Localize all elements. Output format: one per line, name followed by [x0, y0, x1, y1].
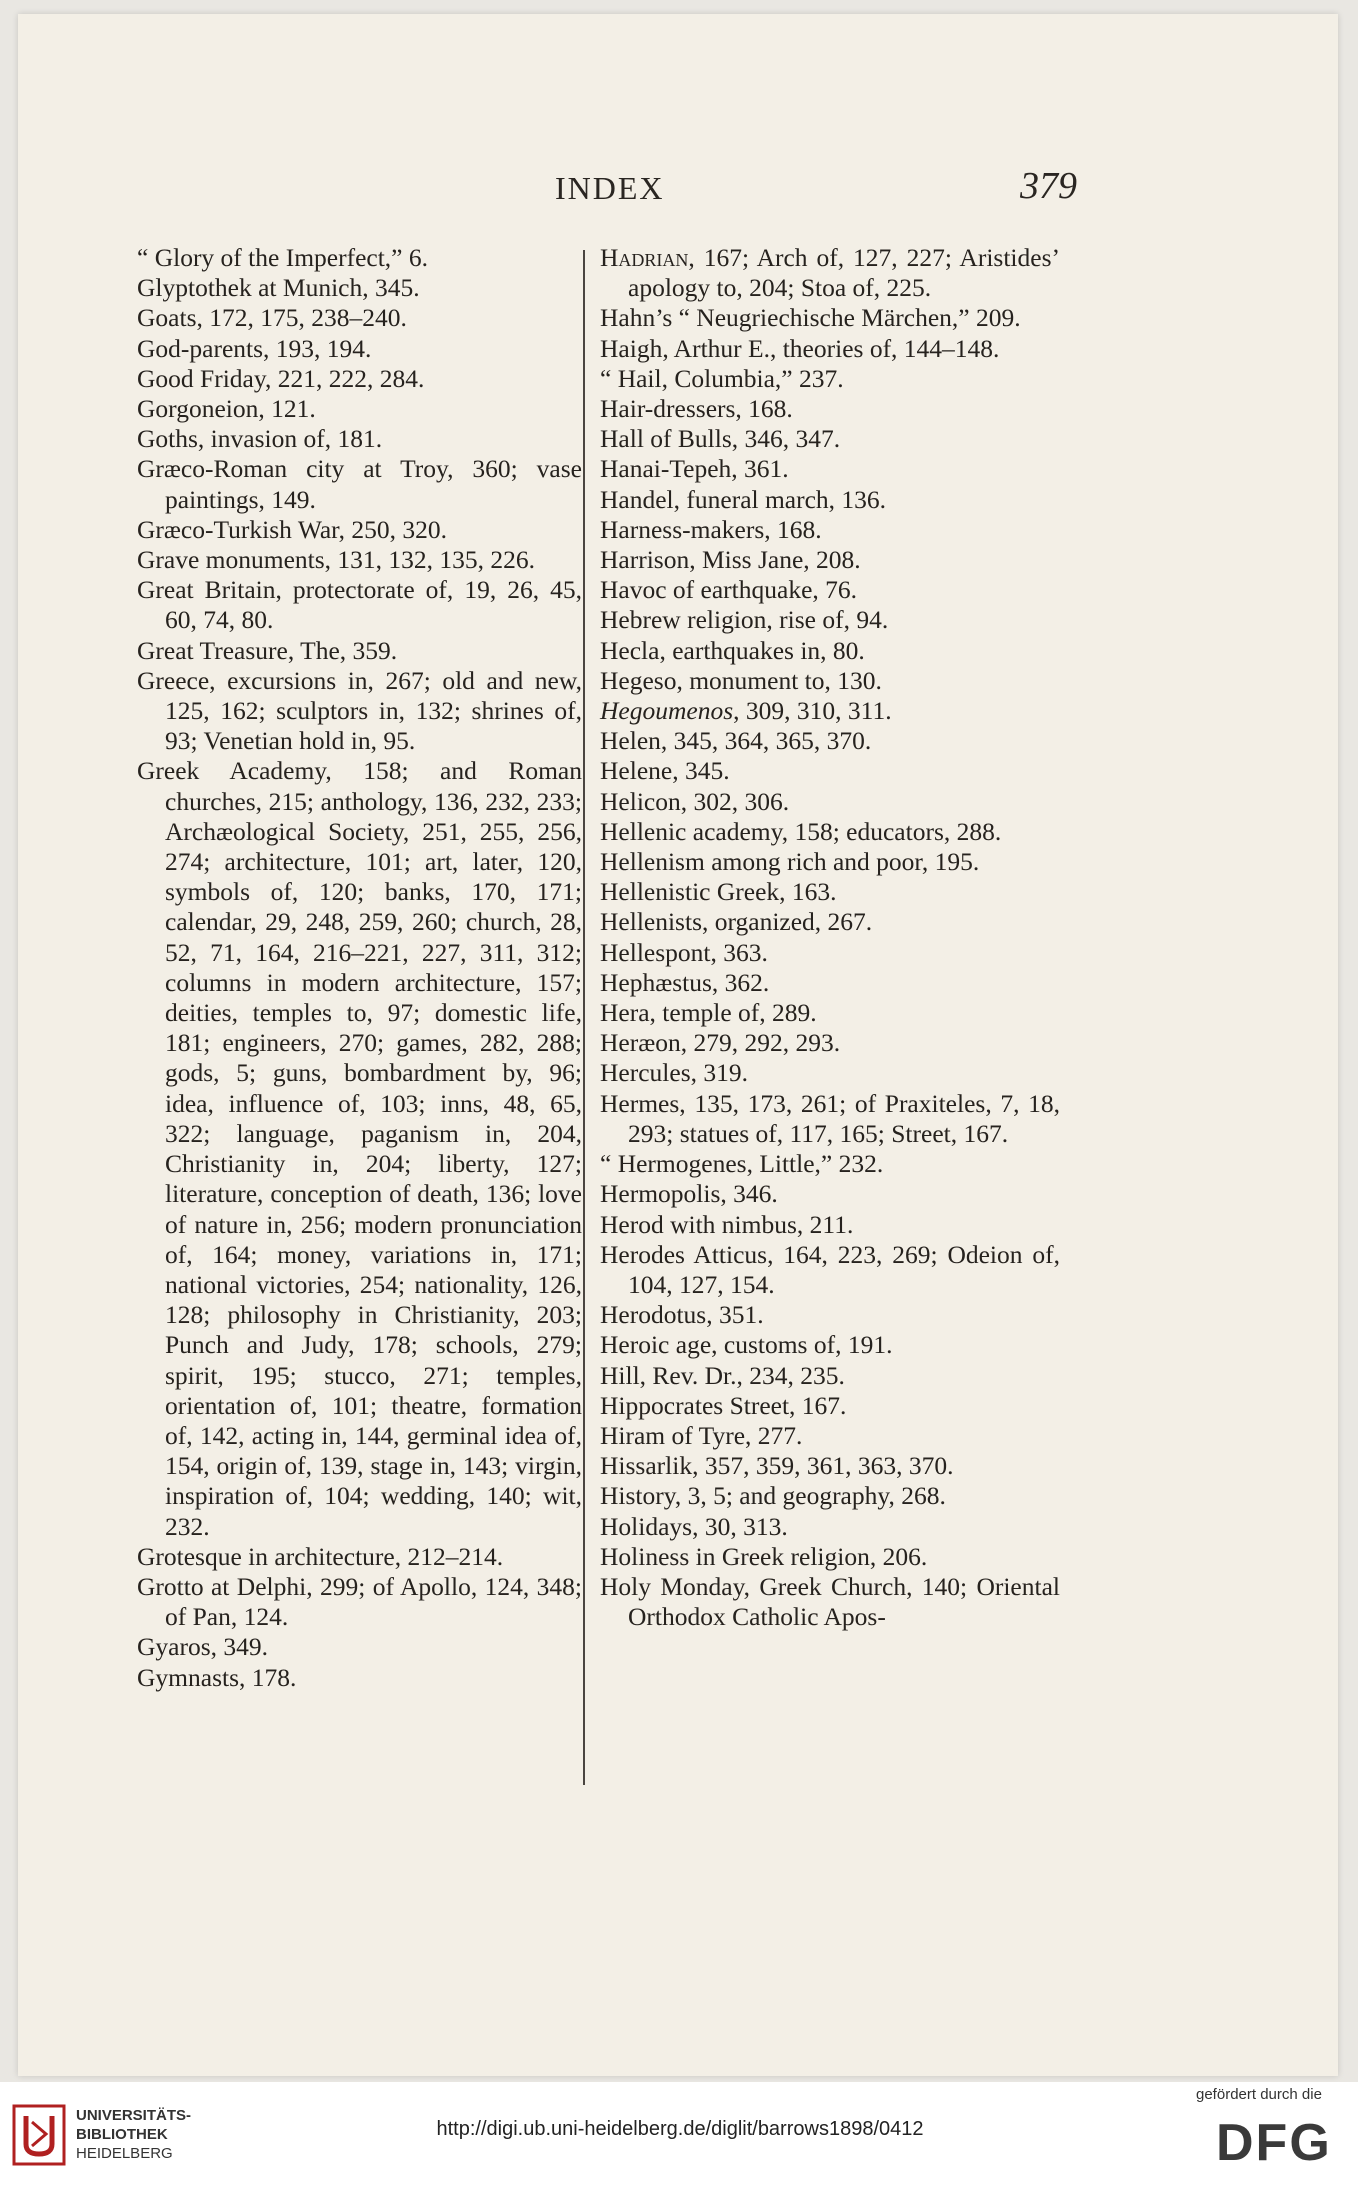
- index-entry: [600, 515, 1060, 545]
- index-entry-text: Herodotus, 351.: [600, 1300, 764, 1330]
- dfg-logo-icon: [1212, 2112, 1342, 2168]
- index-entry-text: Hissarlik, 357, 359, 361, 363, 370.: [600, 1451, 954, 1481]
- index-entry-text: Hiram of Tyre, 277.: [600, 1420, 803, 1450]
- index-entry: [600, 1028, 1060, 1058]
- index-entry: Grotesque in architecture, 212–214.: [137, 1541, 504, 1571]
- index-entry: [600, 817, 1060, 847]
- index-entry: [600, 1300, 1060, 1330]
- source-url-link[interactable]: http://digi.ub.uni-heidelberg.de/diglit/barrows1898/0412: [436, 2118, 924, 2140]
- index-entry: [600, 636, 1060, 666]
- index-entry-text: History, 3, 5; and geography, 268.: [600, 1481, 946, 1511]
- index-entry-text: Hellespont, 363.: [600, 937, 768, 967]
- index-entry-text: Hera, temple of, 289.: [600, 998, 817, 1028]
- index-entry: Greek Academy, 158; and Roman churches, 215; anthology, 136, 232, 233; Archæological Society, 251, 255, 256, 274; architecture, 101; art, later, 120, symbols of, 120; banks, 170, 171; calendar, 29, 248, 259, 260; church, 28, 52, 71, 164, 216–221, 227, 311, 312; columns in modern architecture, 157; deities, temples to, 97; domestic life, 181; engineers, 270; games, 282, 288; gods, 5; guns, bombardment by, 96; idea, influence of, 103; inns, 48, 65, 322; language, paganism in, 204, Christianity in, 204; liberty, 127; literature, conception of death, 136; love of nature in, 256; modern pronunciation of, 164; money, variations in, 171; national victories, 254; nationality, 126, 128; philosophy in Christianity, 203; Punch and Judy, 178; schools, 279; spirit, 195; stucco, 271; temples, orientation of, 101; theatre, formation of, 142, acting in, 144, germinal idea of, 154, origin of, 139, stage in, 143; virgin, inspiration of, 104; wedding, 140; wit, 232.: [137, 756, 582, 1541]
- index-entry-text: Havoc of earthquake, 76.: [600, 575, 858, 605]
- index-entry: Glyptothek at Munich, 345.: [137, 273, 420, 303]
- column-divider: [583, 250, 585, 1785]
- index-entry: [600, 545, 1060, 575]
- index-entry: Greece, excursions in, 267; old and new, 125, 162; sculptors in, 132; shrines of, 93; Venetian hold in, 95.: [137, 665, 582, 756]
- index-column-left: [137, 243, 582, 1693]
- index-entry-text: Helicon, 302, 306.: [600, 786, 790, 816]
- index-entry: Great Britain, protectorate of, 19, 26, 45, 60, 74, 80.: [137, 575, 582, 635]
- index-entry: Great Treasure, The, 359.: [137, 635, 398, 665]
- index-entry-text: Haigh, Arthur E., theories of, 144–148.: [600, 333, 1000, 363]
- index-entry-text: “ Hail, Columbia,” 237.: [600, 363, 844, 393]
- index-entry: Goths, invasion of, 181.: [137, 424, 383, 454]
- index-entry-text: Hippocrates Street, 167.: [600, 1390, 847, 1420]
- index-entry-text: Holiness in Greek religion, 206.: [600, 1541, 928, 1571]
- index-entry: [600, 847, 1060, 877]
- index-entry: [600, 303, 1060, 333]
- index-entry-text: Holy Monday, Greek Church, 140; Oriental Orthodox Catholic Apos-: [600, 1571, 1060, 1632]
- index-entry: [600, 1572, 1060, 1632]
- index-entry-text: Helen, 345, 364, 365, 370.: [600, 726, 872, 756]
- index-entry: [600, 1210, 1060, 1240]
- library-name: [76, 2106, 191, 2163]
- index-entry: [600, 1089, 1060, 1149]
- index-entry: [600, 1542, 1060, 1572]
- index-entry-text: Hair-dressers, 168.: [600, 394, 793, 424]
- index-entry: [600, 1179, 1060, 1209]
- index-entry: [600, 1058, 1060, 1088]
- index-entry-text: Hall of Bulls, 346, 347.: [600, 424, 841, 454]
- index-entry-text: Hermopolis, 346.: [600, 1179, 778, 1209]
- index-entry: [600, 938, 1060, 968]
- index-entry-text: Herodes Atticus, 164, 223, 269; Odeion of, 104, 127, 154.: [600, 1239, 1060, 1299]
- index-entry-text: Hecla, earthquakes in, 80.: [600, 635, 865, 665]
- index-entry-heading: Hadrian: [600, 243, 689, 272]
- index-entry: Good Friday, 221, 222, 284.: [137, 363, 425, 393]
- index-entry-text: Hellenists, organized, 267.: [600, 907, 873, 937]
- index-entry-text: , 167; Arch of, 127, 227; Aristides’ apology to, 204; Stoa of, 225.: [628, 243, 1060, 303]
- index-entry: [600, 1451, 1060, 1481]
- index-entry: [600, 666, 1060, 696]
- index-entry-text: “ Hermogenes, Little,” 232.: [600, 1149, 884, 1179]
- index-entry: [600, 787, 1060, 817]
- index-entry-text: Hermes, 135, 173, 261; of Praxiteles, 7, 18, 293; statues of, 117, 165; Street, 167.: [600, 1088, 1060, 1148]
- index-entry: [600, 1361, 1060, 1391]
- index-entry: [600, 998, 1060, 1028]
- index-entry: “ Glory of the Imperfect,” 6.: [137, 243, 428, 272]
- page-number: 379: [1020, 165, 1077, 207]
- index-entry: [600, 575, 1060, 605]
- index-entry: [600, 394, 1060, 424]
- index-entry-text: Hellenic academy, 158; educators, 288.: [600, 816, 1002, 846]
- index-entry: [600, 334, 1060, 364]
- index-entry: [600, 1240, 1060, 1300]
- index-entry-text: Heroic age, customs of, 191.: [600, 1330, 893, 1360]
- index-entry: [600, 1149, 1060, 1179]
- index-entry-text: Harrison, Miss Jane, 208.: [600, 545, 861, 575]
- index-entry: [600, 1391, 1060, 1421]
- index-entry: God-parents, 193, 194.: [137, 333, 372, 363]
- index-entry: [600, 1481, 1060, 1511]
- index-entry: Gyaros, 349.: [137, 1632, 269, 1662]
- index-entry-text: Hellenistic Greek, 163.: [600, 877, 837, 907]
- index-entry: [600, 726, 1060, 756]
- index-entry: [600, 877, 1060, 907]
- index-column-right: [600, 243, 1060, 1632]
- index-entry: [600, 756, 1060, 786]
- index-entry: [600, 364, 1060, 394]
- library-name-line-3: HEIDELBERG: [76, 2145, 173, 2162]
- index-entry-text: Hephæstus, 362.: [600, 967, 770, 997]
- index-entry-text: Hegeso, monument to, 130.: [600, 665, 882, 695]
- index-entry-text: Hebrew religion, rise of, 94.: [600, 605, 889, 635]
- university-library-logo-icon: [12, 2104, 66, 2166]
- library-name-line-1: UNIVERSITÄTS-: [76, 2107, 192, 2124]
- index-entry-text: Hanai-Tepeh, 361.: [600, 454, 789, 484]
- sponsor-note: gefördert durch die: [1196, 2086, 1322, 2103]
- index-entry-text: Holidays, 30, 313.: [600, 1511, 788, 1541]
- index-entry-text: Herod with nimbus, 211.: [600, 1209, 854, 1239]
- index-entry: Grave monuments, 131, 132, 135, 226.: [137, 545, 536, 575]
- index-entry: [600, 968, 1060, 998]
- index-entry-text: , 309, 310, 311.: [733, 696, 892, 726]
- page-header-title: INDEX: [555, 170, 665, 206]
- index-entry-text: Hercules, 319.: [600, 1058, 748, 1088]
- dfg-logo-text: DFG: [1216, 2114, 1332, 2168]
- library-name-line-2: BIBLIOTHEK: [76, 2126, 168, 2143]
- index-entry-heading: Hegoumenos: [600, 696, 734, 726]
- index-entry: Græco-Roman city at Troy, 360; vase paintings, 149.: [137, 454, 582, 514]
- index-entry: [600, 1330, 1060, 1360]
- index-entry: [600, 485, 1060, 515]
- index-entry: Gymnasts, 178.: [137, 1662, 297, 1692]
- index-entry-text: Hellenism among rich and poor, 195.: [600, 847, 980, 877]
- index-entry-text: Hahn’s “ Neugriechische Märchen,” 209.: [600, 303, 1021, 333]
- index-entry: Grotto at Delphi, 299; of Apollo, 124, 348; of Pan, 124.: [137, 1571, 582, 1632]
- index-entry: [600, 424, 1060, 454]
- index-entry-text: Helene, 345.: [600, 756, 730, 786]
- index-entry-text: Heræon, 279, 292, 293.: [600, 1028, 841, 1058]
- index-entry: [600, 605, 1060, 635]
- index-entry: [600, 907, 1060, 937]
- digitization-footer: [0, 2082, 1358, 2208]
- index-entry: [600, 1512, 1060, 1542]
- index-entry-text: Hill, Rev. Dr., 234, 235.: [600, 1360, 845, 1390]
- index-entry: Græco-Turkish War, 250, 320.: [137, 514, 448, 544]
- index-entry: [600, 1421, 1060, 1451]
- index-entry: Goats, 172, 175, 238–240.: [137, 303, 407, 333]
- index-entry-text: Harness-makers, 168.: [600, 514, 822, 544]
- index-entry: [600, 696, 1060, 726]
- index-entry: [600, 243, 1060, 303]
- index-entry-text: Handel, funeral march, 136.: [600, 484, 887, 514]
- index-entry: Gorgoneion, 121.: [137, 394, 316, 424]
- index-entry: [600, 454, 1060, 484]
